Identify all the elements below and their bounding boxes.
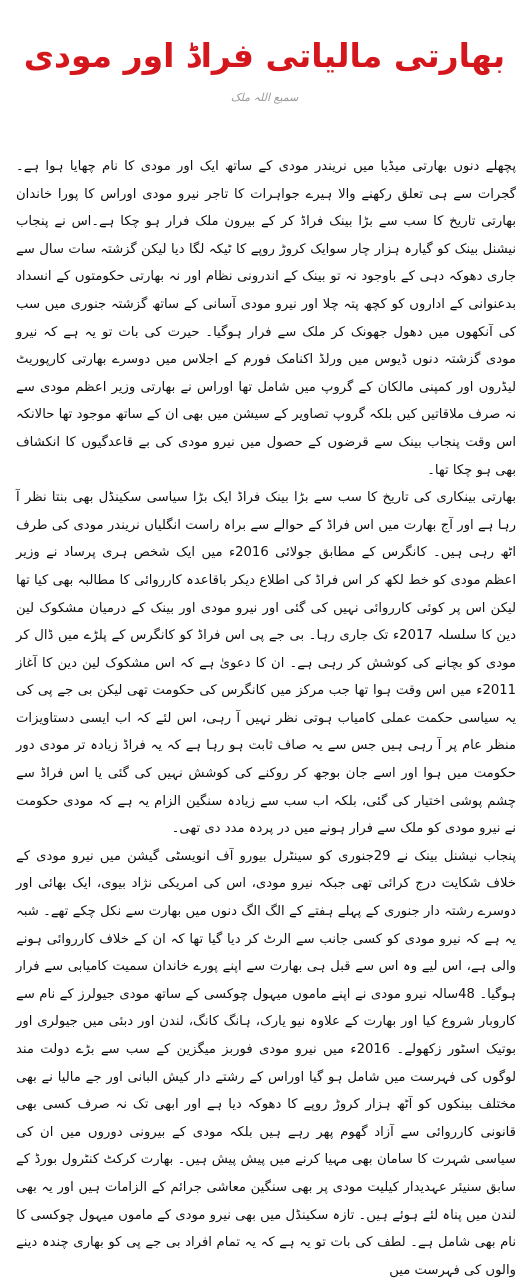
article-paragraph-3: پنجاب نیشنل بینک نے 29جنوری کو سینٹرل بیورو آف انویسٹی گیشن میں نیرو مودی کے خلاف شکایت درج کرائی تھی جبکہ نیرو مودی، اس کی امریکی نژاد بیوی، ایک بھائی اور دوسرے رشتہ دار جنوری کے پہلے ہفتے کے الگ الگ دنوں میں بھارت سے نکل چکے تھے۔ شبہ یہ ہے کہ نیرو مودی کو کسی جانب سے الرٹ کر دیا گیا تھا کہ ان کے خلاف کارروائی ہونے والی ہے، اس لیے وہ اس سے قبل ہی بھارت سے اپنے پورے خاندان سمیت کامیابی سے فرار ہوگیا۔ 48سالہ نیرو مودی نے اپنے ماموں میہول چوکسی کے ساتھ مودی جیولرز کے نام سے کاروبار شروع کیا اور بھارت کے علاوہ نیو یارک، ہانگ کانگ، لندن اور دبئی میں جیولری اور بوتیک اسٹور زکھولے۔ 2016ء میں نیرو مودی فوربز میگزین کے سب سے بڑے دولت مند لوگوں کی فہرست میں شامل ہو گیا اوراس کے رشتے دار کیش البانی اور جے مالیا نے بھی مختلف بینکوں کو آٹھ ہزار کروڑ روپے کا دھوکہ دیا ہے اور ابھی تک نہ صرف کسی بھی قانونی کارروائی سے آزاد گھوم پھر رہے ہیں بلکہ مودی کے بیرونی دوروں میں ان کی سیاسی شہرت کا سامان بھی مہیا کرنے میں پیش پیش ہیں۔ بھارت کرکٹ کنٹرول بورڈ کے سابق سنیئر عہدیدار کیلیت مودی پر بھی سنگین معاشی جرائم کے الزامات ہیں اور یہ بھی لندن میں پناہ لئے ہوئے ہیں۔ تازہ سکینڈل میں بھی نیرو مودی کے ماموں میہول چوکسی کا نام بھی شامل ہے۔ لطف کی بات تو یہ ہے کہ یہ تمام افراد بی جے پی کو بھاری چندہ دینے والوں کی فہرست میں	[16, 848, 517, 1278]
article-paragraph-1: پچھلے دنوں بھارتی میڈیا میں نریندر مودی کے ساتھ ایک اور مودی کا نام چھایا ہوا ہے۔ گجرات سے ہی تعلق رکھنے والا ہیرے جواہرات کا تاجر نیرو مودی اوراس کا پورا خاندان بھارتی تاریخ کا سب سے بڑا بینک فراڈ کر کے بیرون ملک فرار ہو چکا ہے۔اس نے پنجاب نیشنل بینک کو گیارہ ہزار چار سوایک کروڑ روپے کا ٹیکہ لگا دیا لیکن گزشتہ سات سال سے جاری دھوکہ دہی کے باوجود نہ تو بینک کے اندرونی نظام اور نہ بھارتی حکومتوں کے انسداد بدعنوانی کے اداروں کو کچھ پتہ چلا اور نیرو مودی آسانی کے ساتھ گزشتہ جنوری میں سب کی آنکھوں میں دھول جھونک کر ملک سے فرار ہوگیا۔ حیرت کی بات تو یہ ہے کہ نیرو مودی گزشتہ دنوں ڈیوس میں ورلڈ اکنامک فورم کے اجلاس میں دوسرے بھارتی کارپوریٹ لیڈروں اور کمپنی مالکان کے گروپ میں شامل تھا اوراس نے بھارتی وزیر اعظم مودی سے نہ صرف ملاقاتیں کیں بلکہ گروپ تصاویر کے سیشن میں بھی ان کے ساتھ موجود تھا حالانکہ اس وقت پنجاب بینک سے قرضوں کے حصول میں نیرو مودی کی بے قاعدگیوں کا انکشاف بھی ہو چکا تھا۔	[16, 159, 516, 478]
article-body	[16, 153, 517, 1278]
author-byline: سمیع اللہ ملک	[230, 91, 299, 104]
article-paragraph-2: بھارتی بینکاری کی تاریخ کا سب سے بڑا بینک فراڈ ایک بڑا سیاسی سکینڈل بھی بنتا نظر آ رہا ہے اور آج بھارت میں اس فراڈ کے حوالے سے براہ راست انگلیاں نریندر مودی کی طرف اٹھ رہی ہیں۔ کانگرس کے مطابق جولائی 2016ء میں ایک شخص ہری پرساد نے وزیر اعظم مودی کو خط لکھ کر اس فراڈ کی اطلاع دیکر باقاعدہ کارروائی کا مطالبہ بھی کیا تھا لیکن اس پر کوئی کارروائی نہیں کی گئی اور نیرو مودی اور بینک کے درمیان مشکوک لین دین کا سلسلہ 2017ء تک جاری رہا۔ بی جے پی اس فراڈ کو کانگرس کے پلڑے میں ڈال کر مودی کو بچانے کی کوشش کر رہی ہے۔ ان کا دعویٰ ہے کہ اس مشکوک لین دین کا آغاز 2011ء میں اس وقت ہوا تھا جب مرکز میں کانگرس کی حکومت تھی لیکن بی جے پی کی یہ سیاسی حکمت عملی کامیاب ہوتی نظر نہیں آ رہی، اس لئے کہ اب ایسی دستاویزات منظر عام پر آ رہی ہیں جس سے یہ صاف ثابت ہو رہا ہے کہ یہ فراڈ زیادہ تر مودی دور حکومت میں ہوا اور اسے جان بوجھ کر روکنے کی کوشش نہیں کی گئی یا اس فراڈ سے چشم پوشی اختیار کی گئی، بلکہ اب سب سے زیادہ سنگین الزام یہ ہے کہ مودی حکومت نے نیرو مودی کو ملک سے فرار ہونے میں در پردہ مدد دی تھی۔	[16, 490, 517, 837]
article-headline: بھارتی مالیاتی فراڈ اور مودی	[23, 36, 506, 75]
